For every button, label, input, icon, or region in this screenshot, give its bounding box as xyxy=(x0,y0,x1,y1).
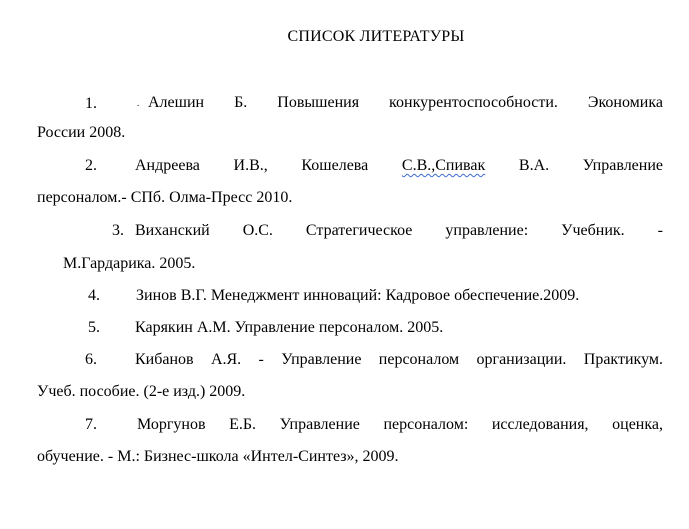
entry-text-segment: Андреева И.В., Кошелева xyxy=(135,157,369,174)
entry-number: 6. xyxy=(85,351,97,368)
stray-dot: . xyxy=(137,98,140,108)
entry-text-line: М.Гардарика. 2005. xyxy=(63,255,196,272)
entry-number: 1. xyxy=(85,95,97,112)
entry-text-line: персоналом.- СПб. Олма-Пресс 2010. xyxy=(37,189,293,206)
entry-text-line: Алешин Б. Повышения конкурентоспособности. Экономика xyxy=(148,94,663,111)
entry-text-line: Моргунов Е.Б. Управление персоналом: исследования, оценка, xyxy=(137,416,663,433)
entry-number: 2. xyxy=(85,157,97,174)
entry-text-line: Карякин А.М. Управление персоналом. 2005. xyxy=(135,319,444,336)
entry-number: 3. xyxy=(112,222,124,239)
entry-text-line: Кибанов А.Я. - Управление персоналом организации. Практикум. xyxy=(135,351,663,368)
entry-number: 5. xyxy=(88,319,100,336)
document-title: СПИСОК ЛИТЕРАТУРЫ xyxy=(287,28,465,45)
entry-number: 7. xyxy=(85,416,97,433)
entry-text-line: Учеб. пособие. (2-е изд.) 2009. xyxy=(37,383,246,400)
entry-text-line: России 2008. xyxy=(37,124,126,141)
entry-text-segment: В.А. Управление xyxy=(518,157,663,174)
spellcheck-underlined-text: С.В.,Спивак xyxy=(401,157,486,174)
entry-text-line: Зинов В.Г. Менеджмент инноваций: Кадровое обеспечение.2009. xyxy=(136,287,580,304)
entry-text-line: обучение. - М.: Бизнес-школа «Интел-Синтез», 2009. xyxy=(37,448,399,465)
entry-number: 4. xyxy=(88,287,100,304)
entry-text-line: Виханский О.С. Стратегическое управление: Учебник. - xyxy=(135,222,663,239)
